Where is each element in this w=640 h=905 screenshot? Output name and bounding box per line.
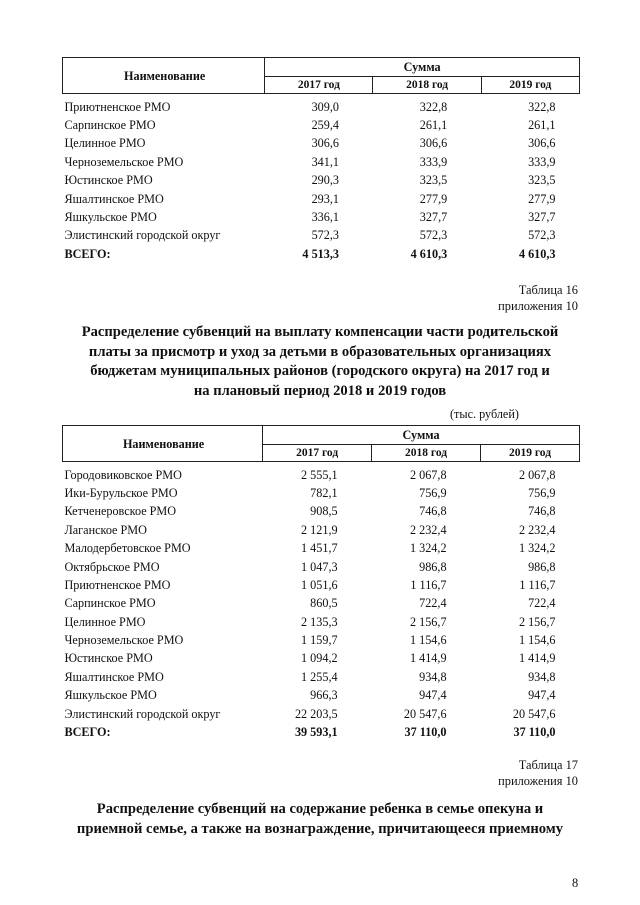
row-name: Юстинское РМО bbox=[64, 173, 153, 188]
cell-2018: 934,8 bbox=[419, 669, 447, 684]
row-name: Целинное РМО bbox=[64, 136, 146, 151]
cell-2018: 2 156,7 bbox=[409, 614, 447, 629]
cell-2019: 261,1 bbox=[528, 117, 556, 132]
cell-2017: 2 135,3 bbox=[301, 614, 338, 629]
table-header-row bbox=[63, 58, 580, 77]
table-row bbox=[63, 134, 580, 152]
row-name: Целинное РМО bbox=[64, 614, 146, 629]
cell-2019: 756,9 bbox=[528, 485, 556, 500]
cell-2019: 322,8 bbox=[528, 99, 556, 114]
row-name: Сарпинское РМО bbox=[64, 596, 156, 611]
table-row bbox=[63, 539, 580, 557]
row-name: Лаганское РМО bbox=[64, 522, 147, 537]
table-row bbox=[63, 116, 580, 134]
units-label: (тыс. рублей) bbox=[450, 407, 519, 421]
cell-2018: 2 067,8 bbox=[409, 467, 447, 482]
row-name: Октябрьское РМО bbox=[64, 559, 160, 574]
header-2017: 2017 год bbox=[265, 77, 373, 94]
table-row bbox=[63, 462, 580, 484]
table-row bbox=[63, 668, 580, 686]
title-line: приемной семье, а также на вознаграждение, причитающееся приемному bbox=[76, 820, 564, 837]
cell-2018: 333,9 bbox=[419, 154, 448, 169]
row-name: Сарпинское РМО bbox=[64, 117, 156, 132]
cell-2018: 277,9 bbox=[419, 191, 448, 206]
cell-2018: 327,7 bbox=[419, 209, 448, 224]
table-row bbox=[63, 171, 580, 189]
table-row bbox=[63, 502, 580, 520]
table-row bbox=[63, 613, 580, 631]
row-name: Элистинский городской округ bbox=[64, 706, 221, 721]
cell-2018: 20 547,6 bbox=[403, 706, 447, 721]
table-row bbox=[63, 484, 580, 502]
row-name: Черноземельское РМО bbox=[64, 633, 184, 648]
cell-2019: 327,7 bbox=[528, 209, 556, 224]
cell-2017: 1 094,2 bbox=[301, 651, 338, 666]
title-line: Распределение субвенций на выплату компенсации части родительской bbox=[81, 324, 559, 340]
cell-2019: 1 324,2 bbox=[518, 541, 556, 556]
table-number: Таблица 16 bbox=[518, 283, 578, 297]
cell-2019: 2 067,8 bbox=[518, 467, 556, 482]
header-2019: 2019 год bbox=[481, 445, 580, 462]
cell-2018: 756,9 bbox=[419, 485, 447, 500]
header-name: Наименование bbox=[63, 58, 265, 94]
cell-2017: 1 451,7 bbox=[301, 541, 338, 556]
cell-2019: 277,9 bbox=[528, 191, 556, 206]
header-2019: 2019 год bbox=[481, 77, 579, 94]
total-2017: 39 593,1 bbox=[294, 725, 338, 740]
cell-2018: 2 232,4 bbox=[409, 522, 447, 537]
cell-2019: 1 116,7 bbox=[519, 577, 556, 592]
total-2019: 4 610,3 bbox=[518, 246, 556, 261]
cell-2018: 1 324,2 bbox=[409, 541, 447, 556]
cell-2017: 2 121,9 bbox=[301, 522, 338, 537]
row-name: Приютненское РМО bbox=[64, 99, 171, 114]
title-line: на плановый период 2018 и 2019 годов bbox=[193, 382, 447, 399]
table-15 bbox=[62, 57, 580, 263]
cell-2019: 746,8 bbox=[528, 504, 556, 519]
cell-2017: 2 555,1 bbox=[301, 467, 338, 482]
table-16 bbox=[62, 425, 580, 741]
table-row bbox=[63, 226, 580, 244]
table-row bbox=[63, 521, 580, 539]
cell-2017: 22 203,5 bbox=[294, 706, 338, 721]
table-number: Таблица 17 bbox=[518, 758, 578, 772]
table-row bbox=[63, 686, 580, 704]
cell-2017: 966,3 bbox=[310, 688, 338, 703]
cell-2017: 908,5 bbox=[310, 504, 338, 519]
cell-2017: 1 051,6 bbox=[301, 577, 338, 592]
cell-2018: 1 154,6 bbox=[409, 633, 447, 648]
cell-2019: 20 547,6 bbox=[512, 706, 556, 721]
total-2018: 4 610,3 bbox=[410, 246, 448, 261]
table-row bbox=[63, 594, 580, 612]
cell-2019: 947,4 bbox=[528, 688, 556, 703]
table-total-row bbox=[63, 245, 580, 263]
cell-2018: 746,8 bbox=[419, 504, 447, 519]
row-name: Яшалтинское РМО bbox=[64, 191, 164, 206]
row-name: Юстинское РМО bbox=[64, 651, 153, 666]
row-name: Кетченеровское РМО bbox=[64, 504, 177, 519]
title-line: Распределение субвенций на содержание ребенка в семье опекуна и bbox=[96, 801, 544, 817]
header-sum: Сумма bbox=[263, 426, 580, 445]
cell-2019: 306,6 bbox=[528, 136, 556, 151]
cell-2017: 259,4 bbox=[311, 117, 339, 132]
cell-2017: 572,3 bbox=[311, 228, 339, 243]
table-row bbox=[63, 649, 580, 667]
cell-2017: 341,1 bbox=[311, 154, 339, 169]
table-header-row bbox=[63, 426, 580, 445]
header-name: Наименование bbox=[63, 426, 263, 462]
row-name: Яшалтинское РМО bbox=[64, 669, 164, 684]
table-body bbox=[63, 94, 580, 245]
page-number: 8 bbox=[572, 876, 579, 890]
cell-2019: 333,9 bbox=[528, 154, 556, 169]
table-row bbox=[63, 189, 580, 207]
cell-2017: 306,6 bbox=[311, 136, 339, 151]
table-16-reference bbox=[498, 282, 578, 314]
cell-2017: 336,1 bbox=[311, 209, 339, 224]
cell-2019: 934,8 bbox=[528, 669, 556, 684]
cell-2019: 1 154,6 bbox=[518, 633, 556, 648]
title-line: бюджетам муниципальных районов (городского округа) на 2017 год и bbox=[90, 363, 550, 379]
total-2019: 37 110,0 bbox=[513, 725, 556, 740]
total-2018: 37 110,0 bbox=[404, 725, 447, 740]
cell-2019: 722,4 bbox=[528, 596, 556, 611]
table-row bbox=[63, 153, 580, 171]
table-row bbox=[63, 704, 580, 722]
table-row bbox=[63, 576, 580, 594]
cell-2017: 860,5 bbox=[310, 596, 338, 611]
cell-2019: 986,8 bbox=[528, 559, 556, 574]
title-line: платы за присмотр и уход за детьми в образовательных организациях bbox=[88, 343, 552, 360]
header-2017: 2017 год bbox=[263, 445, 372, 462]
cell-2018: 722,4 bbox=[419, 596, 447, 611]
header-sum: Сумма bbox=[265, 58, 580, 77]
cell-2019: 2 232,4 bbox=[518, 522, 556, 537]
row-name: Яшкульское РМО bbox=[64, 209, 157, 224]
cell-2019: 572,3 bbox=[528, 228, 556, 243]
table-row bbox=[63, 208, 580, 226]
table-total-row bbox=[63, 723, 580, 741]
cell-2019: 1 414,9 bbox=[518, 651, 556, 666]
table-17-title bbox=[62, 800, 578, 839]
header-2018: 2018 год bbox=[372, 445, 481, 462]
table-row bbox=[63, 631, 580, 649]
table-row bbox=[63, 557, 580, 575]
total-label: ВСЕГО: bbox=[64, 725, 111, 740]
table-row bbox=[63, 94, 580, 116]
appendix-number: приложения 10 bbox=[498, 299, 578, 313]
cell-2018: 322,8 bbox=[419, 99, 448, 114]
cell-2018: 947,4 bbox=[419, 688, 447, 703]
cell-2017: 293,1 bbox=[311, 191, 339, 206]
cell-2019: 2 156,7 bbox=[518, 614, 556, 629]
table-17-reference bbox=[498, 757, 578, 789]
row-name: Городовиковское РМО bbox=[64, 467, 182, 482]
row-name: Яшкульское РМО bbox=[64, 688, 157, 703]
cell-2019: 323,5 bbox=[528, 173, 556, 188]
row-name: Приютненское РМО bbox=[64, 577, 171, 592]
cell-2018: 572,3 bbox=[419, 228, 448, 243]
header-2018: 2018 год bbox=[373, 77, 481, 94]
cell-2018: 1 116,7 bbox=[410, 577, 447, 592]
cell-2017: 782,1 bbox=[310, 485, 338, 500]
cell-2018: 986,8 bbox=[419, 559, 447, 574]
row-name: Малодербетовское РМО bbox=[64, 541, 191, 556]
cell-2018: 1 414,9 bbox=[409, 651, 447, 666]
cell-2017: 1 255,4 bbox=[301, 669, 338, 684]
cell-2018: 306,6 bbox=[419, 136, 448, 151]
cell-2018: 323,5 bbox=[419, 173, 448, 188]
cell-2017: 1 159,7 bbox=[301, 633, 338, 648]
cell-2017: 290,3 bbox=[311, 173, 339, 188]
row-name: Черноземельское РМО bbox=[64, 154, 184, 169]
appendix-number: приложения 10 bbox=[498, 774, 578, 788]
table-body bbox=[63, 462, 580, 723]
total-label: ВСЕГО: bbox=[64, 246, 111, 261]
table-16-title bbox=[62, 323, 578, 401]
cell-2017: 1 047,3 bbox=[301, 559, 338, 574]
cell-2017: 309,0 bbox=[311, 99, 339, 114]
row-name: Элистинский городской округ bbox=[64, 228, 221, 243]
row-name: Ики-Бурульское РМО bbox=[64, 485, 178, 500]
cell-2018: 261,1 bbox=[419, 117, 448, 132]
total-2017: 4 513,3 bbox=[302, 246, 339, 261]
